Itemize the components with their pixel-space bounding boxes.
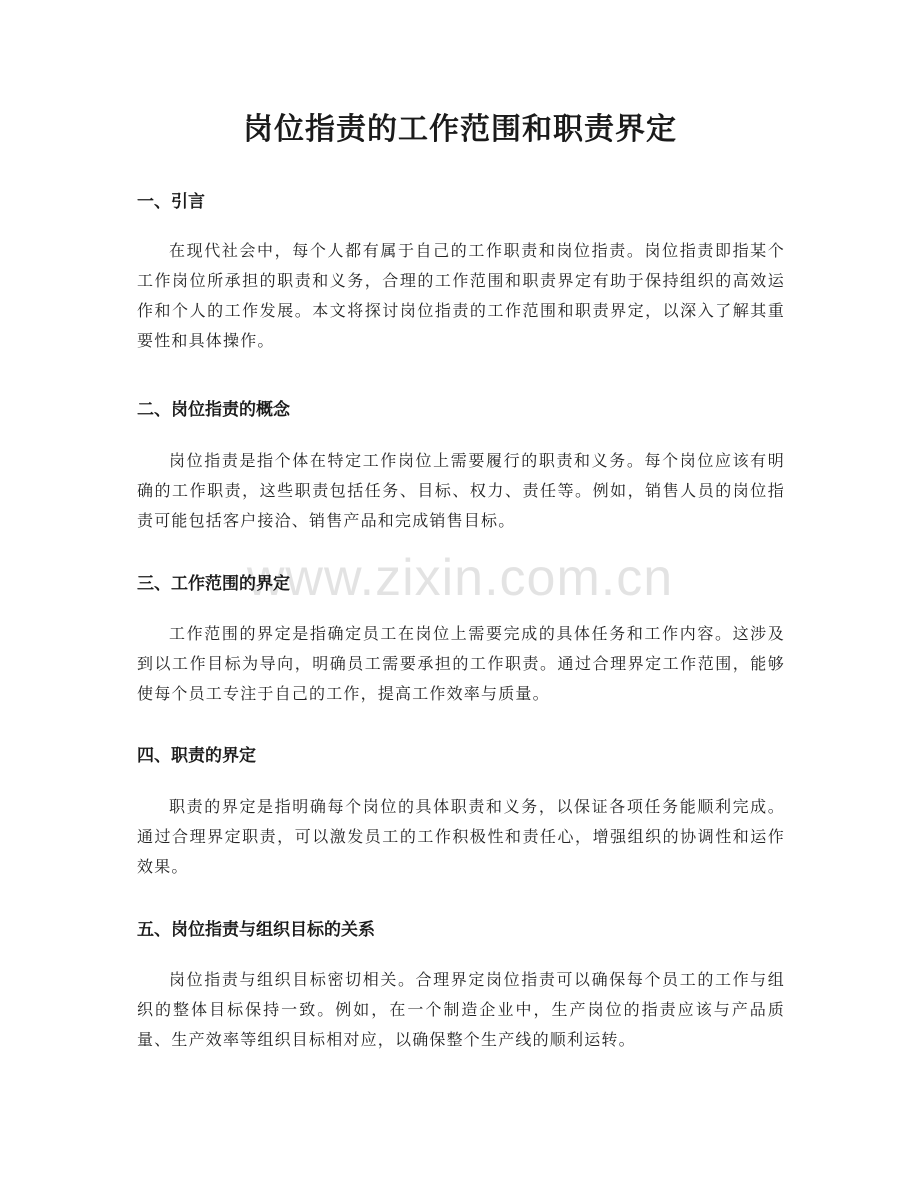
section-body-responsibility: 职责的界定是指明确每个岗位的具体职责和义务，以保证各项任务能顺利完成。通过合理界定职责，可以激发员工的工作积极性和责任心，增强组织的协调性和运作效果。 [137,797,785,876]
section-body-introduction: 在现代社会中，每个人都有属于自己的工作职责和岗位指责。岗位指责即指某个工作岗位所承担的职责和义务，合理的工作范围和职责界定有助于保持组织的高效运作和个人的工作发展。本文将探讨岗位指责的工作范围和职责界定，以深入了解其重要性和具体操作。 [137,241,785,350]
section-heading-introduction: 一、引言 [137,192,205,212]
section-heading-work-scope: 三、工作范围的界定 [137,574,290,594]
section-body-org-goals: 岗位指责与组织目标密切相关。合理界定岗位指责可以确保每个员工的工作与组织的整体目标保持一致。例如，在一个制造企业中，生产岗位的指责应该与产品质量、生产效率等组织目标相对应，以确保整个生产线的顺利运转。 [137,970,785,1049]
section-heading-org-goals: 五、岗位指责与组织目标的关系 [137,920,375,940]
watermark: www.zixin.com.cn [246,549,674,607]
document-title: 岗位指责的工作范围和职责界定 [243,112,677,147]
section-body-concept: 岗位指责是指个体在特定工作岗位上需要履行的职责和义务。每个岗位应该有明确的工作职责，这些职责包括任务、目标、权力、责任等。例如，销售人员的岗位指责可能包括客户接洽、销售产品和完成销售目标。 [137,451,785,530]
section-heading-concept: 二、岗位指责的概念 [137,400,290,420]
section-heading-responsibility: 四、职责的界定 [137,746,256,766]
section-body-work-scope: 工作范围的界定是指确定员工在岗位上需要完成的具体任务和工作内容。这涉及到以工作目标为导向，明确员工需要承担的工作职责。通过合理界定工作范围，能够使每个员工专注于自己的工作，提高工作效率与质量。 [137,624,785,703]
